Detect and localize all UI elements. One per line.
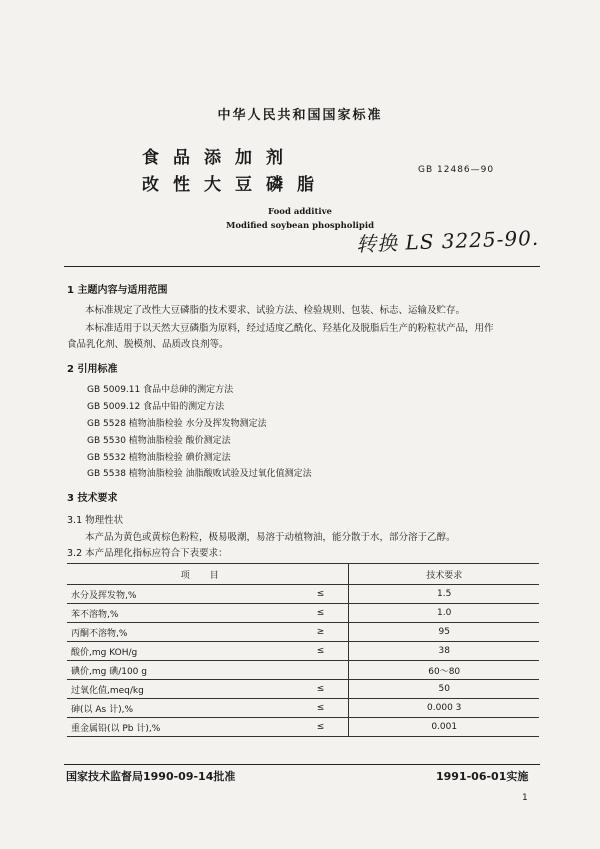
section-3-2-heading: 3.2 本产品理化指标应符合下表要求： <box>67 548 228 559</box>
header-requirement: 技术要求 <box>349 564 539 585</box>
row-value: 1.5 <box>349 585 539 604</box>
standard-code: GB 12486—90 <box>418 165 495 175</box>
row-operator: ≤ <box>293 680 349 699</box>
reference-item: GB 5538 植物油脂检验 油脂酸败试验及过氧化值测定法 <box>87 469 312 479</box>
top-divider <box>64 266 540 267</box>
section-2-heading: 2 引用标准 <box>67 364 118 375</box>
english-title-line-1: Food additive <box>268 207 332 217</box>
row-item: 苯不溶物,% <box>67 604 293 623</box>
row-value: 0.001 <box>349 718 539 737</box>
row-value: 38 <box>349 642 539 661</box>
spec-table <box>67 563 539 737</box>
row-item: 砷(以 As 计),% <box>67 699 293 718</box>
issuing-organization: 中华人民共和国国家标准 <box>217 108 383 123</box>
row-item: 重金属铅(以 Pb 计),% <box>67 718 293 737</box>
table-row <box>67 604 539 623</box>
row-operator: ≥ <box>293 623 349 642</box>
row-value: 60～80 <box>349 661 539 680</box>
reference-item: GB 5530 植物油脂检验 酸价测定法 <box>87 436 231 446</box>
row-operator <box>293 661 349 680</box>
row-operator: ≤ <box>293 585 349 604</box>
section-3-heading: 3 技术要求 <box>67 493 118 504</box>
table-row <box>67 718 539 737</box>
row-operator: ≤ <box>293 642 349 661</box>
section-1-paragraph-1: 本标准规定了改性大豆磷脂的技术要求、试验方法、检验规则、包装、标志、运输及贮存。 <box>85 305 466 316</box>
row-operator: ≤ <box>293 718 349 737</box>
reference-item: GB 5528 植物油脂检验 水分及挥发物测定法 <box>87 419 267 429</box>
row-value: 50 <box>349 680 539 699</box>
reference-item: GB 5532 植物油脂检验 碘价测定法 <box>87 453 231 463</box>
table-row <box>67 680 539 699</box>
english-title-line-2: Modified soybean phospholipid <box>225 221 375 231</box>
row-item: 酸价,mg KOH/g <box>67 642 293 661</box>
implementation-date: 1991-06-01实施 <box>436 770 529 783</box>
reference-item: GB 5009.12 食品中铅的测定方法 <box>87 402 225 412</box>
approval-date: 国家技术监督局1990-09-14批准 <box>66 770 236 783</box>
row-value: 1.0 <box>349 604 539 623</box>
row-operator: ≤ <box>293 699 349 718</box>
section-1-paragraph-2-line-2: 食品乳化剂、脱模剂、品质改良剂等。 <box>67 339 229 350</box>
section-1-heading: 1 主题内容与适用范围 <box>67 285 168 296</box>
title-line-1: 食品添加剂 <box>142 148 297 168</box>
section-3-1-text: 本产品为黄色或黄棕色粉粒，极易吸潮，易溶于动植物油，能分散于水，部分溶于乙醇。 <box>85 532 456 543</box>
table-row <box>67 661 539 680</box>
row-item: 过氧化值,meq/kg <box>67 680 293 699</box>
bottom-divider <box>64 764 540 765</box>
table-row <box>67 623 539 642</box>
handwritten-annotation: 转换 LS 3225-90. <box>355 225 540 257</box>
table-row <box>67 699 539 718</box>
row-value: 95 <box>349 623 539 642</box>
row-item: 丙酮不溶物,% <box>67 623 293 642</box>
spec-table-header <box>67 564 539 585</box>
page-number: 1 <box>522 793 528 803</box>
row-item: 水分及挥发物,% <box>67 585 293 604</box>
reference-item: GB 5009.11 食品中总砷的测定方法 <box>87 385 234 395</box>
section-3-1-heading: 3.1 物理性状 <box>67 515 124 526</box>
table-row <box>67 585 539 604</box>
table-row <box>67 642 539 661</box>
title-line-2: 改性大豆磷脂 <box>142 175 328 195</box>
header-item: 项目 <box>67 564 349 585</box>
section-1-paragraph-2-line-1: 本标准适用于以天然大豆磷脂为原料，经过适度乙酰化、羟基化及脱脂后生产的粉粒状产品，用作 <box>85 323 494 334</box>
row-item: 碘价,mg 碘/100 g <box>67 661 293 680</box>
row-operator: ≤ <box>293 604 349 623</box>
row-value: 0.000 3 <box>349 699 539 718</box>
